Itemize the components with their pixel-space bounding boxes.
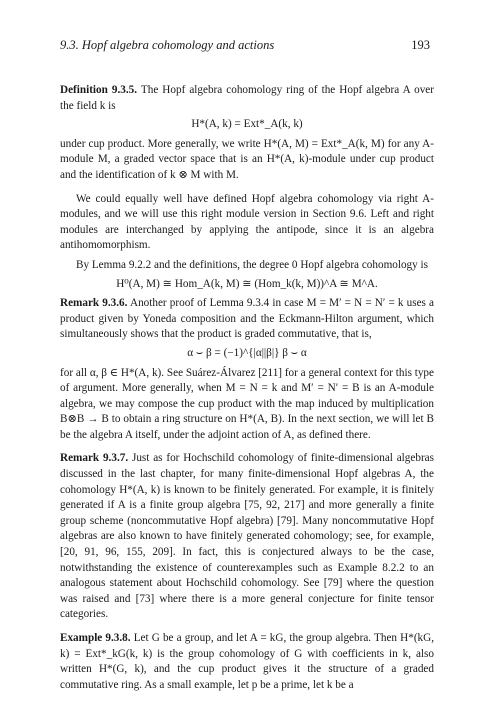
example-938-paragraph <box>60 631 434 693</box>
degree-zero-equation: H⁰(A, M) ≅ Hom_A(k, M) ≅ (Hom_k(k, M))^A ≅ M^A. <box>116 277 378 290</box>
definition-display-equation: H*(A, k) = Ext*_A(k, k) <box>191 118 303 131</box>
remark-936-label: Remark 9.3.6. <box>60 297 128 310</box>
remark-937-paragraph <box>60 451 434 623</box>
right-modules-paragraph: We could equally well have defined Hopf algebra cohomology via right A-modules, and we will use this right module version in Section 9.6. Left and right modules are interchanged by applying the antipode, since it is an algebra antihomomorphism. <box>60 192 434 252</box>
definition-paragraph <box>60 83 434 114</box>
definition-text: The Hopf algebra cohomology ring of the Hopf algebra A over the field k is <box>60 84 434 112</box>
definition-continuation: under cup product. More generally, we write H*(A, M) = Ext*_A(k, M) for any A-module M, a graded vector space that is an H*(A, k)-module under cup product and the identification of k ⊗ M with M. <box>60 137 434 181</box>
definition-label: Definition 9.3.5. <box>60 84 138 96</box>
lemma-paragraph: By Lemma 9.2.2 and the definitions, the degree 0 Hopf algebra cohomology is <box>76 258 429 271</box>
example-938-label: Example 9.3.8. <box>60 632 131 644</box>
page-number: 193 <box>411 38 430 52</box>
remark-937-text: Just as for Hochschild cohomology of finite-dimensional algebras discussed in the last chapter, for many finite-dimensional Hopf algebras A, the cohomology H*(A, k) is known to be finitely generated. For example, it is finitely generated if A is a finite group algebra [75, 92, 217] and more generally a finite group scheme (noncommutative Hopf algebra) [79]. Many noncommutative Hopf algebras are also known to have finitely generated cohomology; see, for example, [20, 91, 96, 155, 209]. In fact, this is conjectured always to be the case, notwithstanding the existence of counterexamples such as Example 8.2.2 to an analogous statement about Hochschild cohomology. See [79] where the question was raised and [73] where there is a more general conjecture for finite tensor categories. <box>60 452 434 621</box>
page-body <box>60 83 434 693</box>
remark-936-text: Another proof of Lemma 9.3.4 in case M = M′ = N = N′ = k uses a product given by Yoneda composition and the Eckmann-Hilton argument, which simultaneously shows that the product is graded commutative, that is, <box>60 297 434 341</box>
remark-936-continuation: for all α, β ∈ H*(A, k). See Suárez-Álvarez [211] for a general context for this type of argument. More generally, when M = N = k and M′ = N′ = B is an A-module algebra, we may compose the cup product with the map induced by multiplication B⊗B → B to obtain a ring structure on H*(A, B). In the next section, we will let B be the algebra A itself, under the adjoint action of A, as defined there. <box>60 366 434 441</box>
example-938-text: Let G be a group, and let A = kG, the group algebra. Then H*(kG, k) = Ext*_kG(k, k) is the group cohomology of G with coefficients in k, also written H*(G, k), and the cup product gives it the structure of a graded commutative ring. As a small example, let p be a prime, let k be a <box>60 632 435 691</box>
remark-936-paragraph <box>60 296 434 343</box>
graded-commutativity-equation: α ⌣ β = (−1)^{|α||β|} β ⌣ α <box>187 346 307 359</box>
remark-937-label: Remark 9.3.7. <box>60 452 129 465</box>
running-head: 9.3. Hopf algebra cohomology and actions <box>60 38 275 52</box>
